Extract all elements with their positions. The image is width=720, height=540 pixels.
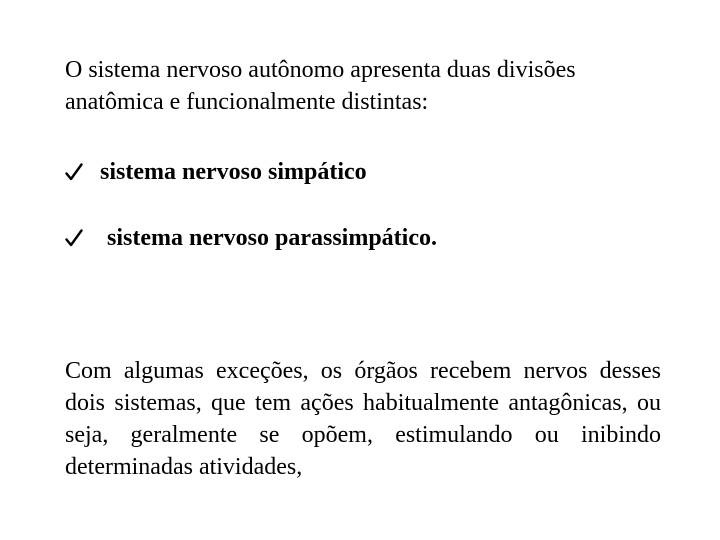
bullet-label: sistema nervoso parassimpático. xyxy=(107,225,437,251)
bullet-item-parasympathetic xyxy=(65,222,437,254)
check-icon xyxy=(65,162,83,182)
intro-paragraph: O sistema nervoso autônomo apresenta duas divisões anatômica e funcionalmente distintas: xyxy=(65,57,576,115)
bullet-label: sistema nervoso simpático xyxy=(100,159,367,185)
bullet-item-sympathetic xyxy=(65,156,367,188)
closing-paragraph: Com algumas exceções, os órgãos recebem nervos desses dois sistemas, que tem ações habitualmente antagônicas, ou seja, geralmente se opõem, estimulando ou inibindo determinadas atividades, xyxy=(65,358,661,480)
check-icon xyxy=(65,228,83,248)
